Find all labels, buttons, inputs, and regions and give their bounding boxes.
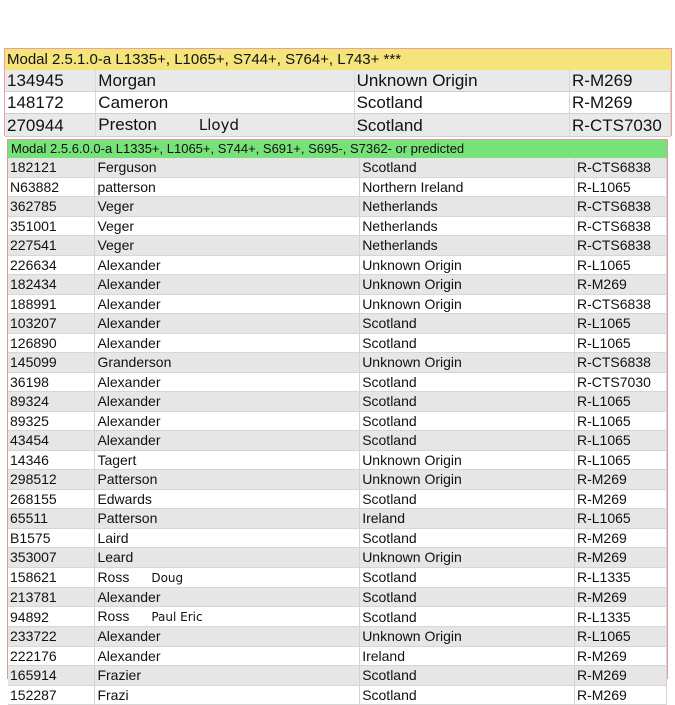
kit-number: 126890 [8,333,95,353]
haplogroup: R-L1065 [575,255,667,275]
surname-cell [95,627,360,647]
table-row [8,587,667,607]
surname-cell [95,255,360,275]
haplogroup: R-CTS6838 [575,236,667,256]
haplogroup: R-M269 [570,70,671,92]
kit-number: N63882 [8,177,95,197]
table-row [8,411,667,431]
surname: Morgan [98,71,156,90]
kit-number: 43454 [8,431,95,451]
surname: Alexander [97,647,161,664]
origin: Unknown Origin [360,275,575,295]
surname: Alexander [97,628,161,645]
haplogroup: R-M269 [575,587,667,607]
origin: Netherlands [360,236,575,256]
surname-cell [95,158,360,177]
surname: Tagert [97,451,137,468]
origin: Northern Ireland [360,177,575,197]
surname: Frazier [97,667,141,684]
table-row [8,509,667,529]
haplogroup: R-CTS6838 [575,197,667,217]
kit-number: 362785 [8,197,95,217]
surname: Veger [97,237,135,254]
origin: Scotland [360,158,575,177]
origin: Netherlands [360,197,575,217]
origin: Scotland [360,607,575,627]
kit-number: 270944 [5,114,96,137]
origin: Unknown Origin [360,255,575,275]
group-header: Modal 2.5.6.0.0-a L1335+, L1065+, S744+, S691+, S695-, S7362- or predicted [8,140,667,158]
table-row [8,216,667,236]
origin: Scotland [360,431,575,451]
surname: Leard [97,549,134,566]
kit-number: 148172 [5,92,96,114]
kit-number: B1575 [8,528,95,548]
kit-number: 165914 [8,666,95,686]
table-row [8,528,667,548]
modal-group-2-5-6 [7,139,668,703]
origin: Unknown Origin [360,294,575,314]
kit-number: 14346 [8,450,95,470]
surname: Alexander [97,373,161,390]
table-row [8,548,667,568]
surname: Alexander [97,276,161,293]
surname: Granderson [97,354,172,371]
kit-number: 36198 [8,372,95,392]
surname-cell [95,314,360,334]
haplogroup: R-L1065 [575,177,667,197]
surname-cell [95,197,360,217]
surname: Veger [97,217,135,234]
haplogroup: R-CTS6838 [575,294,667,314]
haplogroup: R-CTS7030 [570,114,671,137]
haplogroup: R-M269 [570,92,671,114]
surname-cell [95,587,360,607]
surname-cell [95,509,360,529]
table-row [8,158,667,177]
table-row [8,567,667,587]
surname-cell [95,470,360,490]
origin: Scotland [360,372,575,392]
origin: Unknown Origin [360,627,575,647]
table-row [8,294,667,314]
haplogroup: R-CTS6838 [575,158,667,177]
surname-cell [95,216,360,236]
surname: Ross [97,608,130,624]
origin: Scotland [360,333,575,353]
table-row [8,236,667,256]
surname: Edwards [97,490,152,507]
surname: Alexander [97,393,161,410]
surname-cell [95,567,360,587]
surname: Cameron [98,93,169,112]
surname: Alexander [97,334,161,351]
origin: Scotland [360,685,575,705]
origin: Unknown Origin [354,70,569,92]
table-row [8,646,667,666]
kit-number: 298512 [8,470,95,490]
surname: Alexander [97,315,161,332]
table-row [8,607,667,627]
first-name: Doug [151,570,184,585]
table-row [8,275,667,295]
kit-number: 351001 [8,216,95,236]
kit-number: 227541 [8,236,95,256]
table-row [8,666,667,686]
surname-cell [95,685,360,705]
table-row [8,333,667,353]
origin: Scotland [360,314,575,334]
kit-number: 182434 [8,275,95,295]
kit-number: 353007 [8,548,95,568]
table-row [8,177,667,197]
table-row [8,314,667,334]
surname: Preston [98,115,157,134]
haplogroup: R-CTS6838 [575,353,667,373]
surname: patterson [97,178,156,195]
origin: Scotland [360,528,575,548]
surname-cell [96,114,354,137]
kit-number: 94892 [8,607,95,627]
table-row [8,627,667,647]
origin: Scotland [360,567,575,587]
origin: Unknown Origin [360,548,575,568]
surname: Laird [97,529,129,546]
origin: Scotland [360,489,575,509]
surname-cell [95,646,360,666]
surname-cell [95,450,360,470]
kit-number: 233722 [8,627,95,647]
surname-cell [95,489,360,509]
surname: Alexander [97,256,161,273]
first-name: Lloyd [198,116,239,134]
haplogroup: R-CTS6838 [575,216,667,236]
surname-cell [95,392,360,412]
surname-cell [95,294,360,314]
haplogroup: R-L1065 [575,431,667,451]
kit-number: 65511 [8,509,95,529]
surname: Alexander [97,295,161,312]
surname: Alexander [97,412,161,429]
surname: Ross [97,568,130,585]
surname-cell [95,177,360,197]
haplogroup: R-M269 [575,646,667,666]
haplogroup: R-L1065 [575,509,667,529]
origin: Scotland [360,587,575,607]
table-row [8,685,667,705]
origin: Ireland [360,509,575,529]
group-table-body [8,158,667,705]
origin: Scotland [354,114,569,137]
haplogroup: R-L1065 [575,333,667,353]
surname-cell [95,333,360,353]
kit-number: 89324 [8,392,95,412]
haplogroup: R-M269 [575,489,667,509]
table-row [8,489,667,509]
haplogroup: R-M269 [575,685,667,705]
surname: Alexander [97,588,161,605]
kit-number: 222176 [8,646,95,666]
haplogroup: R-CTS7030 [575,372,667,392]
kit-number: 134945 [5,70,96,92]
table-row [8,372,667,392]
kit-number: 152287 [8,685,95,705]
group-header: Modal 2.5.1.0-a L1335+, L1065+, S744+, S764+, L743+ *** [5,49,671,70]
haplogroup: R-L1065 [575,392,667,412]
first-name: Paul Eric [151,610,203,624]
surname: Frazi [97,686,129,703]
origin: Unknown Origin [360,450,575,470]
surname-cell [95,353,360,373]
surname: Ferguson [97,159,157,176]
haplogroup: R-M269 [575,548,667,568]
haplogroup: R-L1065 [575,411,667,431]
origin: Unknown Origin [360,470,575,490]
group-table [8,158,667,705]
surname-cell [95,411,360,431]
group-table-body [5,70,671,137]
surname: Patterson [97,471,158,488]
table-row [5,70,671,92]
kit-number: 145099 [8,353,95,373]
kit-number: 103207 [8,314,95,334]
kit-number: 182121 [8,158,95,177]
surname-cell [95,372,360,392]
origin: Scotland [360,666,575,686]
origin: Scotland [354,92,569,114]
haplogroup: R-M269 [575,470,667,490]
surname: Veger [97,198,135,215]
haplogroup: R-L1065 [575,314,667,334]
surname-cell [95,431,360,451]
surname-cell [96,70,354,92]
haplogroup: R-M269 [575,666,667,686]
table-row [8,255,667,275]
surname-cell [95,236,360,256]
origin: Ireland [360,646,575,666]
group-table [5,70,671,137]
kit-number: 158621 [8,567,95,587]
kit-number: 213781 [8,587,95,607]
haplogroup: R-M269 [575,528,667,548]
table-row [8,450,667,470]
table-row [5,114,671,137]
surname-cell [95,548,360,568]
kit-number: 89325 [8,411,95,431]
surname-cell [95,666,360,686]
surname: Patterson [97,510,158,527]
kit-number: 188991 [8,294,95,314]
haplogroup: R-L1335 [575,607,667,627]
surname: Alexander [97,432,161,449]
surname-cell [95,607,360,627]
origin: Scotland [360,411,575,431]
surname-cell [95,275,360,295]
table-row [8,392,667,412]
kit-number: 268155 [8,489,95,509]
table-row [8,431,667,451]
table-row [8,353,667,373]
modal-group-2-5-1 [4,48,672,136]
surname-cell [96,92,354,114]
haplogroup: R-L1335 [575,567,667,587]
haplogroup: R-L1065 [575,627,667,647]
kit-number: 226634 [8,255,95,275]
table-row [8,197,667,217]
origin: Unknown Origin [360,353,575,373]
haplogroup: R-L1065 [575,450,667,470]
origin: Scotland [360,392,575,412]
surname-cell [95,528,360,548]
table-row [5,92,671,114]
origin: Netherlands [360,216,575,236]
haplogroup: R-M269 [575,275,667,295]
table-row [8,470,667,490]
